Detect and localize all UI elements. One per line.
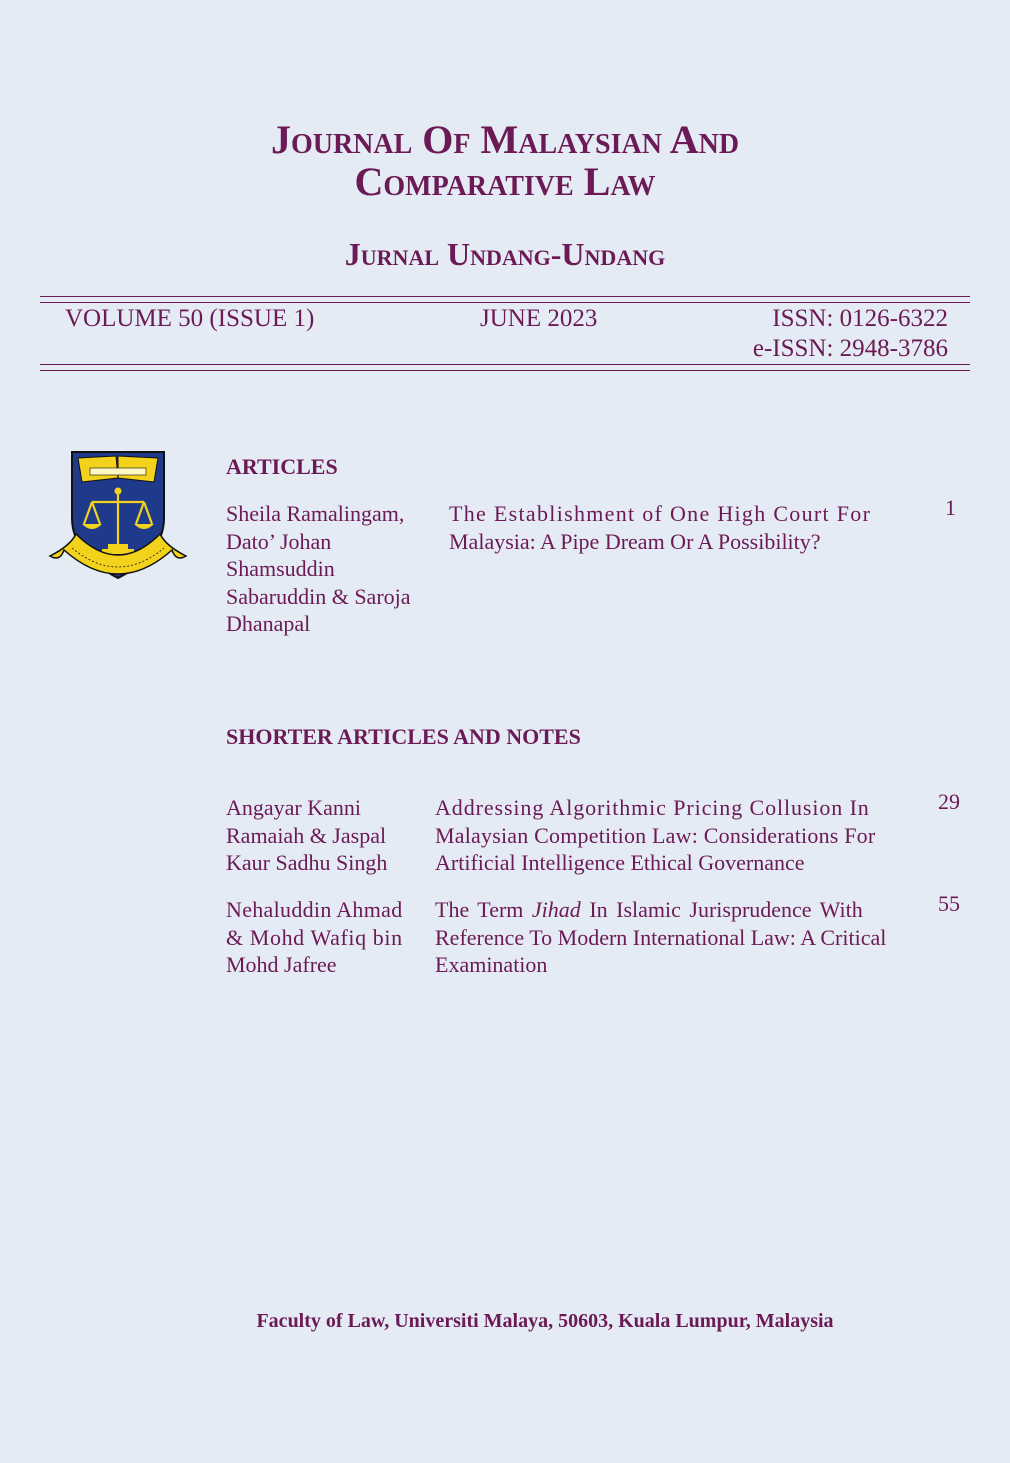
author-line: Ramaiah & Jaspal [226, 822, 387, 848]
issue-date: JUNE 2023 [480, 305, 598, 332]
publisher-address: Faculty of Law, Universiti Malaya, 50603, Kuala Lumpur, Malaysia [256, 1310, 834, 1332]
author-line: Shamsuddin [226, 556, 335, 581]
title-line: Examination [435, 952, 548, 977]
title-line: The Establishment of One High Court For [449, 501, 872, 526]
title-line: Reference To Modern International Law: A Critical [435, 924, 887, 950]
title-line: Artificial Intelligence Ethical Governance [435, 850, 805, 875]
title-text: In Islamic Jurisprudence With [580, 897, 863, 922]
bottom-rule-outer [40, 370, 970, 371]
eissn-label: e-ISSN: 2948-3786 [752, 335, 948, 362]
top-rule-outer [40, 296, 970, 297]
article-2-authors [226, 794, 418, 877]
author-line: Kaur Sadhu Singh [226, 850, 388, 875]
author-line: Dato’ Johan [226, 528, 332, 554]
author-line: & Mohd Wafiq bin [226, 924, 403, 950]
article-1-title[interactable] [449, 500, 907, 555]
title-line: Malaysian Competition Law: Considerations For [435, 822, 876, 848]
issn-label: ISSN: 0126-6322 [772, 305, 948, 332]
title-text: The Term [435, 897, 532, 922]
article-1-page: 1 [945, 495, 956, 520]
author-line: Angayar Kanni [226, 795, 362, 820]
article-1-authors [226, 500, 426, 638]
author-line: Mohd Jafree [226, 952, 337, 977]
article-3-authors [226, 896, 412, 979]
top-rule-inner [40, 302, 970, 303]
title-line: Addressing Algorithmic Pricing Collusion In [435, 795, 870, 820]
article-2-page: 29 [938, 789, 960, 814]
title-italic-term: Jihad [531, 897, 581, 922]
title-line [435, 896, 899, 924]
article-3-title[interactable] [435, 896, 899, 979]
author-line: Dhanapal [226, 611, 311, 636]
author-line: Sheila Ramalingam, [226, 501, 405, 526]
faculty-crest-logo [46, 448, 190, 588]
journal-subtitle: Jurnal Undang-Undang [344, 236, 666, 272]
article-3-page: 55 [938, 891, 960, 916]
title-line: Malaysia: A Pipe Dream Or A Possibility? [449, 528, 821, 554]
author-line: Sabaruddin & Saroja [226, 583, 411, 609]
article-2-title[interactable] [435, 794, 899, 877]
journal-title-line2: Comparative Law [354, 159, 656, 204]
shorter-articles-heading: SHORTER ARTICLES AND NOTES [226, 724, 581, 749]
articles-heading: ARTICLES [226, 454, 338, 479]
bottom-rule-inner [40, 364, 970, 365]
volume-label: VOLUME 50 (ISSUE 1) [65, 305, 315, 332]
author-line: Nehaluddin Ahmad [226, 897, 403, 922]
journal-title-line1: Journal Of Malaysian And [270, 117, 740, 162]
